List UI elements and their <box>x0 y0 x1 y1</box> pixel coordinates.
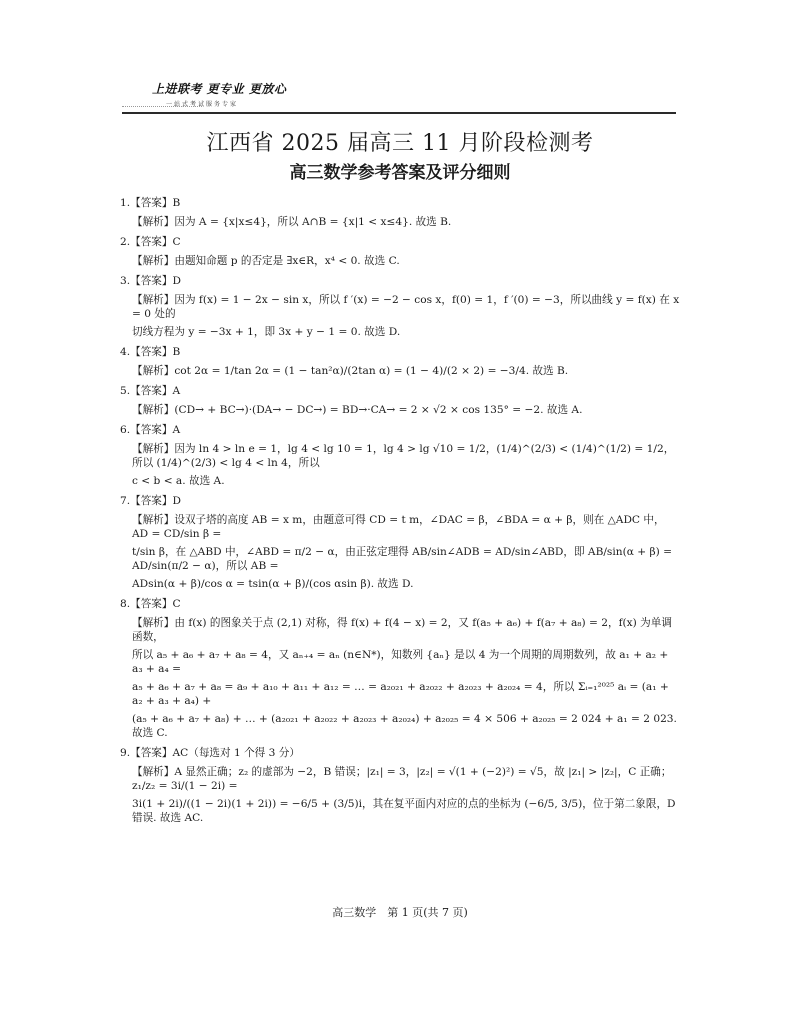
analysis <box>132 765 680 825</box>
brand-logo <box>152 80 332 108</box>
question-block <box>120 494 680 591</box>
analysis-line: 切线方程为 y = −3x + 1，即 3x + y − 1 = 0. 故选 D. <box>132 326 401 338</box>
question-block <box>120 423 680 488</box>
analysis <box>132 403 680 417</box>
brand-tagline: 一站式考试服务专家 <box>166 101 239 108</box>
analysis-line: 【解析】设双子塔的高度 AB = x m，由题意可得 CD = t m，∠DAC = β，∠BDA = α + β，则在 △ADC 中，AD = CD/sin β = <box>132 514 665 540</box>
analysis-line: 【解析】A 显然正确；z₂ 的虚部为 −2，B 错误；|z₁| = 3，|z₂| = √(1 + (−2)²) = √5，故 |z₁| > |z₂|，C 正确；z₁/z₂ = 3i/(1 − 2i) = <box>132 766 672 792</box>
analysis <box>132 254 680 268</box>
analysis-line: t/sin β，在 △ABD 中，∠ABD = π/2 − α，由正弦定理得 AB/sin∠ADB = AD/sin∠ABD，即 AB/sin(α + β) = AD/sin(π/2 − α)，所以 AB = <box>132 546 672 572</box>
answer-line: 4.【答案】B <box>120 346 181 358</box>
page-subtitle: 高三数学参考答案及评分细则 <box>289 163 511 183</box>
answer-line: 1.【答案】B <box>120 197 181 209</box>
analysis <box>132 215 680 229</box>
question-block <box>120 196 680 229</box>
analysis-line: a₅ + a₆ + a₇ + a₈ = a₉ + a₁₀ + a₁₁ + a₁₂ = … = a₂₀₂₁ + a₂₀₂₂ + a₂₀₂₃ + a₂₀₂₄ = 4，所以 Σᵢ₌₁²⁰²⁵ aᵢ = (a₁ + a₂ + a₃ + a₄) + <box>132 681 669 707</box>
brand-slogan: 上进联考 更专业 更放心 <box>152 82 287 96</box>
question-block <box>120 274 680 339</box>
question-block <box>120 235 680 268</box>
analysis <box>132 364 680 378</box>
question-block <box>120 384 680 417</box>
header-dotted-line <box>122 106 202 107</box>
analysis-line: 【解析】因为 ln 4 > ln e = 1，lg 4 < lg 10 = 1，lg 4 > lg √10 = 1/2，(1/4)^(2/3) < (1/4)^(1/2) = 1/2，所以 (1/4)^(2/3) < lg 4 < ln 4，所以 <box>132 443 675 469</box>
analysis-line: 3i(1 + 2i)/((1 − 2i)(1 + 2i)) = −6/5 + (3/5)i，其在复平面内对应的点的坐标为 (−6/5, 3/5)，位于第二象限，D 错误. 故选 AC. <box>132 798 676 824</box>
answer-line: 3.【答案】D <box>120 275 181 287</box>
analysis <box>132 616 680 740</box>
analysis-line: 【解析】因为 f(x) = 1 − 2x − sin x，所以 f ′(x) = −2 − cos x，f(0) = 1，f ′(0) = −3，所以曲线 y = f(x) 在 x = 0 处的 <box>132 294 680 320</box>
answer-line: 5.【答案】A <box>120 385 181 397</box>
analysis-line: ADsin(α + β)/cos α = tsin(α + β)/(cos αsin β). 故选 D. <box>132 578 414 590</box>
answer-line: 8.【答案】C <box>120 598 181 610</box>
analysis-line: 【解析】因为 A = {x|x≤4}，所以 A∩B = {x|1 < x≤4}. 故选 B. <box>132 216 452 228</box>
question-block <box>120 597 680 740</box>
analysis <box>132 513 680 591</box>
answer-key-body <box>120 190 680 829</box>
question-block <box>120 345 680 378</box>
analysis-line: (a₅ + a₆ + a₇ + a₈) + … + (a₂₀₂₁ + a₂₀₂₂ + a₂₀₂₃ + a₂₀₂₄) + a₂₀₂₅ = 4 × 506 + a₂₀₂₅ = 2 024 + a₁ = 2 023. 故选 C. <box>132 713 677 739</box>
analysis-line: 【解析】由 f(x) 的图象关于点 (2,1) 对称，得 f(x) + f(4 − x) = 2，又 f(a₅ + a₆) + f(a₇ + a₈) = 2，f(x) 为单调函数， <box>132 617 672 643</box>
answer-line: 2.【答案】C <box>120 236 181 248</box>
header-rule <box>122 112 676 114</box>
answer-line: 6.【答案】A <box>120 424 181 436</box>
analysis-line: c < b < a. 故选 A. <box>132 475 225 487</box>
page-title: 江西省 2025 届高三 11 月阶段检测考 <box>206 131 594 156</box>
analysis-line: 所以 a₅ + a₆ + a₇ + a₈ = 4，又 aₙ₊₄ = aₙ (n∈N*)，知数列 {aₙ} 是以 4 为一个周期的周期数列，故 a₁ + a₂ + a₃ + a₄ = <box>132 649 669 675</box>
analysis-line: 【解析】(CD→ + BC→)·(DA→ − DC→) = BD→·CA→ = 2 × √2 × cos 135° = −2. 故选 A. <box>132 404 583 416</box>
question-block <box>120 746 680 825</box>
analysis-line: 【解析】由题知命题 p 的否定是 ∃x∈R，x⁴ < 0. 故选 C. <box>132 255 400 267</box>
analysis <box>132 442 680 488</box>
answer-line: 9.【答案】AC（每选对 1 个得 3 分） <box>120 747 300 759</box>
analysis-line: 【解析】cot 2α = 1/tan 2α = (1 − tan²α)/(2tan α) = (1 − 4)/(2 × 2) = −3/4. 故选 B. <box>132 365 569 377</box>
page-footer: 高三数学 第 1 页(共 7 页) <box>332 906 468 919</box>
analysis <box>132 293 680 339</box>
answer-line: 7.【答案】D <box>120 495 181 507</box>
